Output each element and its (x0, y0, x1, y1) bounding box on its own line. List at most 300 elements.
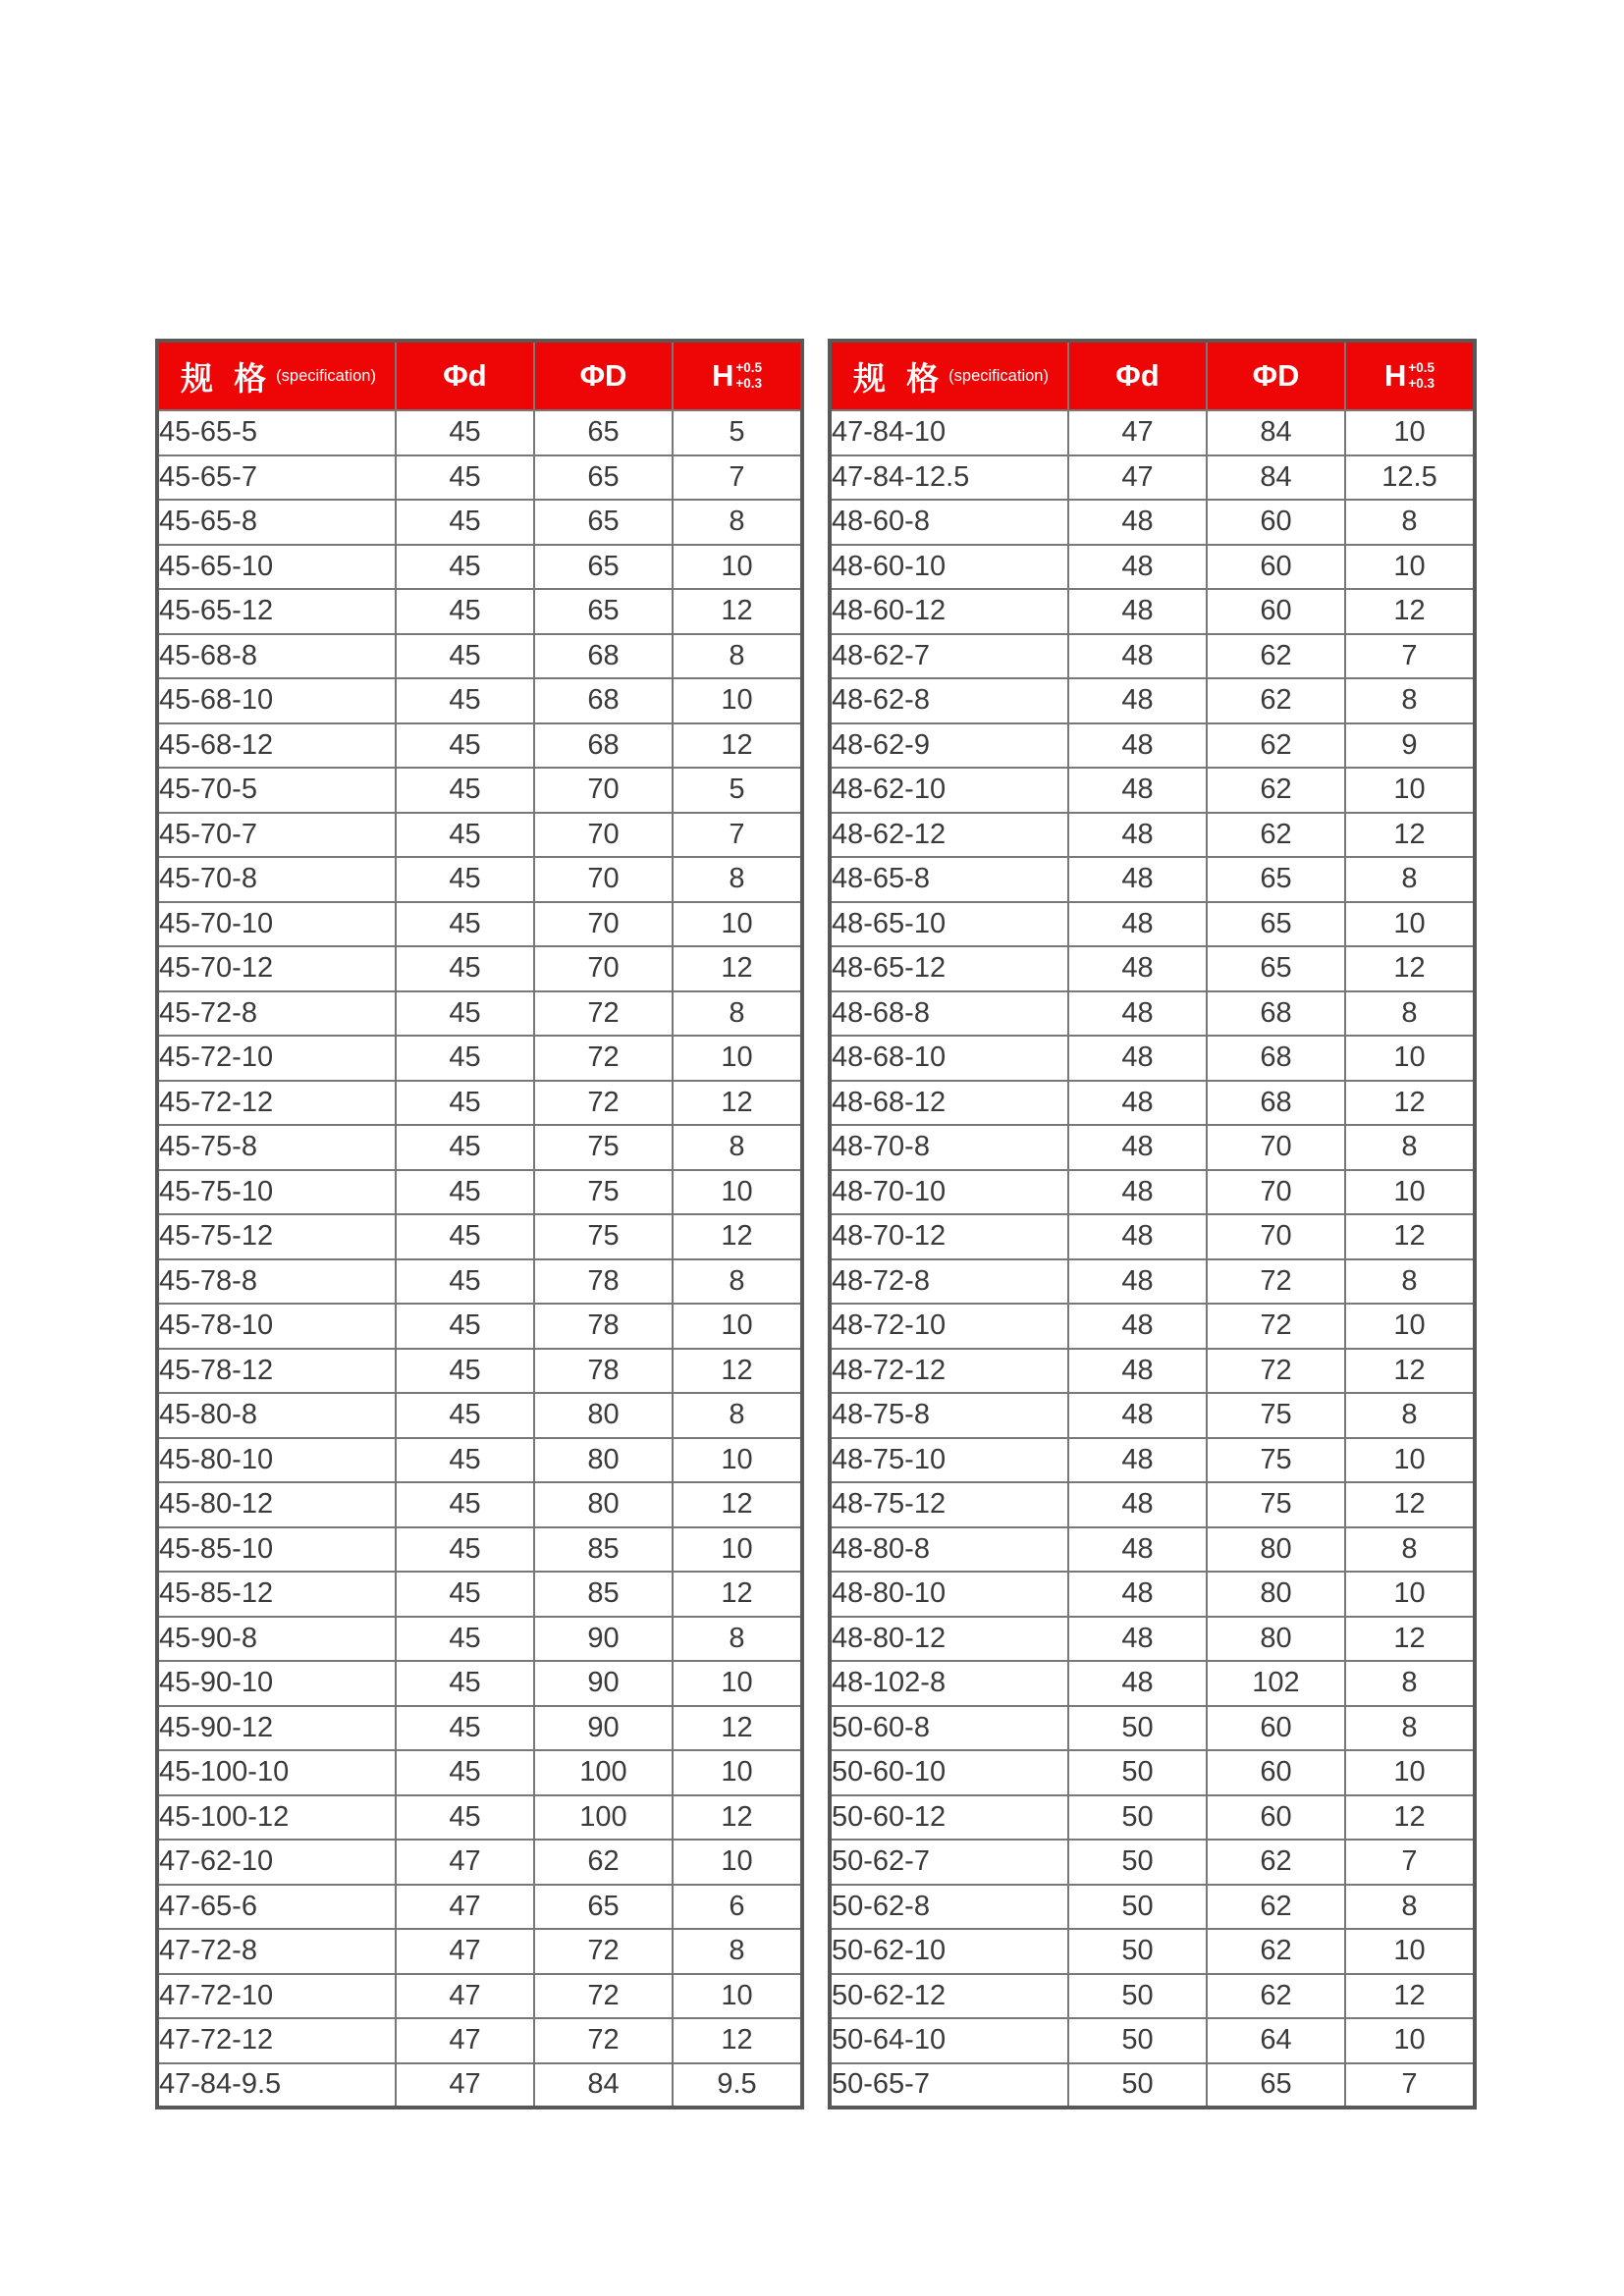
phi-D-cell: 62 (1207, 1840, 1345, 1885)
h-cell: 8 (1345, 500, 1475, 545)
spec-cell: 45-85-12 (157, 1572, 396, 1617)
phi-d-cell: 48 (1068, 589, 1207, 634)
table-row (157, 768, 802, 813)
h-cell: 8 (1345, 991, 1475, 1037)
phi-d-cell: 45 (396, 1482, 534, 1527)
phi-d-cell: 45 (396, 1617, 534, 1662)
phi-D-cell: 68 (1207, 1081, 1345, 1126)
h-cell: 10 (1345, 410, 1475, 455)
h-cell: 8 (1345, 678, 1475, 723)
table-row (157, 1885, 802, 1930)
h-cell: 12 (1345, 946, 1475, 991)
phi-d-cell: 48 (1068, 991, 1207, 1037)
table-row (157, 1438, 802, 1483)
phi-d-cell: 45 (396, 723, 534, 769)
table-row (157, 678, 802, 723)
phi-D-cell: 84 (1207, 410, 1345, 455)
table-row (157, 455, 802, 501)
spec-cell: 48-60-10 (830, 545, 1068, 590)
spec-cell: 50-60-8 (830, 1706, 1068, 1751)
table-row (157, 500, 802, 545)
table-row (157, 991, 802, 1037)
table-row (157, 1259, 802, 1305)
h-cell: 10 (673, 1974, 802, 2019)
h-cell: 12 (673, 1795, 802, 1841)
table-row (830, 1885, 1475, 1930)
h-cell: 7 (1345, 1840, 1475, 1885)
phi-D-cell: 72 (1207, 1349, 1345, 1394)
spec-cell: 45-68-8 (157, 634, 396, 679)
phi-d-cell: 48 (1068, 1259, 1207, 1305)
table-row (830, 1661, 1475, 1706)
phi-D-cell: 64 (1207, 2018, 1345, 2063)
spec-cell: 48-62-9 (830, 723, 1068, 769)
phi-D-cell: 62 (1207, 1929, 1345, 1974)
phi-d-cell: 45 (396, 589, 534, 634)
table-row (830, 857, 1475, 902)
phi-D-cell: 62 (1207, 678, 1345, 723)
phi-d-cell: 48 (1068, 1661, 1207, 1706)
h-cell: 12 (1345, 1081, 1475, 1126)
spec-cell: 45-75-12 (157, 1214, 396, 1259)
spec-cell: 48-72-8 (830, 1259, 1068, 1305)
table-row (830, 455, 1475, 501)
phi-D-cell: 80 (1207, 1527, 1345, 1573)
phi-D-cell: 72 (534, 1929, 673, 1974)
phi-d-cell: 45 (396, 1259, 534, 1305)
table-row (157, 857, 802, 902)
phi-D-cell: 70 (534, 857, 673, 902)
spec-tables (155, 339, 1477, 2109)
phi-d-cell: 48 (1068, 768, 1207, 813)
phi-D-cell: 72 (1207, 1259, 1345, 1305)
h-cell: 8 (1345, 1661, 1475, 1706)
h-tolerance-lower: +0.3 (735, 376, 763, 391)
phi-D-cell: 102 (1207, 1661, 1345, 1706)
spec-cell: 45-72-12 (157, 1081, 396, 1126)
table-row (830, 1259, 1475, 1305)
table-row (830, 1617, 1475, 1662)
spec-cell: 48-68-10 (830, 1036, 1068, 1081)
spec-cell: 45-75-10 (157, 1170, 396, 1215)
spec-cell: 50-60-10 (830, 1750, 1068, 1795)
table-row (830, 1840, 1475, 1885)
phi-d-cell: 48 (1068, 813, 1207, 858)
table-row (157, 1349, 802, 1394)
spec-cell: 45-70-5 (157, 768, 396, 813)
h-cell: 6 (673, 1885, 802, 1930)
phi-D-cell: 70 (534, 813, 673, 858)
phi-d-cell: 48 (1068, 723, 1207, 769)
table-row (157, 589, 802, 634)
h-cell: 7 (673, 813, 802, 858)
phi-d-cell: 45 (396, 1125, 534, 1170)
phi-D-cell: 75 (1207, 1393, 1345, 1438)
phi-d-cell: 45 (396, 1393, 534, 1438)
phi-d-cell: 45 (396, 500, 534, 545)
table-row (157, 1081, 802, 1126)
spec-cell: 45-80-8 (157, 1393, 396, 1438)
h-cell: 7 (1345, 634, 1475, 679)
phi-d-header-cell: Φd (1068, 341, 1207, 410)
spec-header-en: (specification) (276, 366, 376, 385)
phi-d-cell: 48 (1068, 1438, 1207, 1483)
spec-cell: 48-65-12 (830, 946, 1068, 991)
table-row (157, 1393, 802, 1438)
table-row (830, 1482, 1475, 1527)
phi-d-cell: 48 (1068, 857, 1207, 902)
phi-D-cell: 65 (1207, 2063, 1345, 2109)
spec-cell: 45-100-10 (157, 1750, 396, 1795)
phi-D-cell: 62 (1207, 768, 1345, 813)
h-cell: 7 (673, 455, 802, 501)
spec-cell: 45-72-10 (157, 1036, 396, 1081)
h-cell: 10 (673, 1304, 802, 1349)
h-cell: 8 (1345, 857, 1475, 902)
phi-d-cell: 47 (396, 2018, 534, 2063)
h-cell: 12 (1345, 1795, 1475, 1841)
h-cell: 10 (1345, 545, 1475, 590)
h-cell: 10 (673, 1840, 802, 1885)
header-row (157, 341, 802, 410)
phi-D-header-cell: ΦD (534, 341, 673, 410)
phi-D-cell: 65 (534, 500, 673, 545)
table-row (830, 1706, 1475, 1751)
table-row (157, 1304, 802, 1349)
spec-cell: 48-102-8 (830, 1661, 1068, 1706)
phi-D-cell: 72 (534, 1974, 673, 2019)
table-row (830, 902, 1475, 947)
phi-D-cell: 80 (534, 1393, 673, 1438)
phi-D-cell: 70 (1207, 1125, 1345, 1170)
phi-D-header-cell: ΦD (1207, 341, 1345, 410)
phi-d-cell: 48 (1068, 1125, 1207, 1170)
table-row (830, 545, 1475, 590)
table-row (157, 1617, 802, 1662)
phi-d-cell: 50 (1068, 1974, 1207, 2019)
phi-d-cell: 50 (1068, 1929, 1207, 1974)
h-cell: 10 (1345, 1438, 1475, 1483)
spec-cell: 48-80-12 (830, 1617, 1068, 1662)
h-cell: 8 (673, 634, 802, 679)
phi-d-cell: 48 (1068, 902, 1207, 947)
phi-D-cell: 90 (534, 1706, 673, 1751)
phi-d-cell: 48 (1068, 1393, 1207, 1438)
phi-d-cell: 45 (396, 1438, 534, 1483)
spec-cell: 45-75-8 (157, 1125, 396, 1170)
h-cell: 10 (673, 678, 802, 723)
phi-D-cell: 80 (534, 1438, 673, 1483)
phi-D-cell: 85 (534, 1527, 673, 1573)
spec-cell: 50-62-8 (830, 1885, 1068, 1930)
phi-d-cell: 48 (1068, 946, 1207, 991)
phi-d-cell: 47 (396, 1885, 534, 1930)
spec-cell: 48-70-10 (830, 1170, 1068, 1215)
spec-cell: 45-70-12 (157, 946, 396, 991)
phi-d-cell: 45 (396, 455, 534, 501)
phi-D-cell: 75 (534, 1125, 673, 1170)
table-row (830, 1393, 1475, 1438)
h-cell: 12 (1345, 1482, 1475, 1527)
table-row (157, 2018, 802, 2063)
phi-D-cell: 72 (534, 991, 673, 1037)
phi-d-cell: 48 (1068, 1304, 1207, 1349)
spec-cell: 45-80-10 (157, 1438, 396, 1483)
phi-D-cell: 90 (534, 1617, 673, 1662)
phi-D-cell: 65 (534, 545, 673, 590)
phi-d-cell: 45 (396, 1706, 534, 1751)
h-cell: 10 (1345, 1750, 1475, 1795)
spec-cell: 47-72-12 (157, 2018, 396, 2063)
phi-d-cell: 45 (396, 1036, 534, 1081)
spec-cell: 45-70-8 (157, 857, 396, 902)
spec-header-cell (157, 341, 396, 410)
table-row (157, 1661, 802, 1706)
phi-d-cell: 50 (1068, 1795, 1207, 1841)
h-cell: 12 (673, 1482, 802, 1527)
table-row (830, 1572, 1475, 1617)
phi-D-cell: 62 (1207, 723, 1345, 769)
h-cell: 10 (1345, 1036, 1475, 1081)
phi-D-cell: 62 (1207, 1885, 1345, 1930)
spec-cell: 48-75-12 (830, 1482, 1068, 1527)
spec-cell: 45-68-10 (157, 678, 396, 723)
phi-d-cell: 47 (1068, 455, 1207, 501)
table-row (157, 902, 802, 947)
spec-cell: 45-65-12 (157, 589, 396, 634)
phi-D-cell: 65 (534, 1885, 673, 1930)
h-cell: 12 (1345, 1617, 1475, 1662)
phi-d-cell: 47 (396, 1929, 534, 1974)
phi-d-cell: 45 (396, 1661, 534, 1706)
spec-cell: 48-62-8 (830, 678, 1068, 723)
phi-d-header-cell: Φd (396, 341, 534, 410)
table-row (830, 991, 1475, 1037)
spec-cell: 45-70-7 (157, 813, 396, 858)
spec-cell: 47-84-10 (830, 410, 1068, 455)
h-cell: 9 (1345, 723, 1475, 769)
spec-cell: 50-62-7 (830, 1840, 1068, 1885)
table-row (830, 1527, 1475, 1573)
phi-d-cell: 45 (396, 410, 534, 455)
phi-d-cell: 45 (396, 902, 534, 947)
spec-cell: 50-60-12 (830, 1795, 1068, 1841)
h-cell: 12 (1345, 589, 1475, 634)
spec-cell: 48-62-7 (830, 634, 1068, 679)
table-row (157, 634, 802, 679)
phi-d-cell: 48 (1068, 545, 1207, 590)
phi-d-cell: 48 (1068, 1527, 1207, 1573)
table-row (830, 723, 1475, 769)
phi-D-cell: 68 (534, 678, 673, 723)
h-cell: 5 (673, 410, 802, 455)
h-cell: 10 (1345, 902, 1475, 947)
phi-d-cell: 45 (396, 1750, 534, 1795)
h-cell: 8 (1345, 1259, 1475, 1305)
phi-D-cell: 65 (1207, 946, 1345, 991)
spec-cell: 50-62-10 (830, 1929, 1068, 1974)
table-row (157, 1974, 802, 2019)
phi-d-cell: 45 (396, 1349, 534, 1394)
phi-D-cell: 80 (1207, 1617, 1345, 1662)
spec-cell: 48-75-8 (830, 1393, 1068, 1438)
phi-D-cell: 100 (534, 1795, 673, 1841)
spec-cell: 45-90-8 (157, 1617, 396, 1662)
phi-d-cell: 45 (396, 1170, 534, 1215)
spec-cell: 48-68-12 (830, 1081, 1068, 1126)
phi-D-cell: 60 (1207, 589, 1345, 634)
h-cell: 12 (1345, 1349, 1475, 1394)
phi-D-cell: 72 (534, 1036, 673, 1081)
phi-d-cell: 48 (1068, 1482, 1207, 1527)
h-cell: 10 (1345, 1304, 1475, 1349)
header-row (830, 341, 1475, 410)
spec-cell: 48-60-12 (830, 589, 1068, 634)
h-cell: 12 (1345, 813, 1475, 858)
phi-d-cell: 45 (396, 1081, 534, 1126)
phi-d-cell: 48 (1068, 1349, 1207, 1394)
h-cell: 10 (673, 1661, 802, 1706)
table-row (830, 1081, 1475, 1126)
h-cell: 10 (673, 1438, 802, 1483)
phi-d-cell: 48 (1068, 1572, 1207, 1617)
phi-D-cell: 62 (1207, 813, 1345, 858)
h-cell: 9.5 (673, 2063, 802, 2109)
phi-d-cell: 45 (396, 946, 534, 991)
spec-header-cell (830, 341, 1068, 410)
table-row (830, 768, 1475, 813)
h-cell: 12 (673, 1349, 802, 1394)
table-row (157, 813, 802, 858)
table-row (830, 813, 1475, 858)
table-body-left (157, 410, 802, 2108)
h-cell: 10 (1345, 2018, 1475, 2063)
phi-D-cell: 84 (534, 2063, 673, 2109)
h-cell: 10 (1345, 1170, 1475, 1215)
table-row (157, 2063, 802, 2109)
phi-D-cell: 68 (534, 723, 673, 769)
phi-D-cell: 80 (1207, 1572, 1345, 1617)
spec-cell: 48-72-10 (830, 1304, 1068, 1349)
spec-cell: 45-100-12 (157, 1795, 396, 1841)
table-row (157, 1482, 802, 1527)
spec-header-cn: 规 格 (181, 359, 273, 397)
table-row (157, 1929, 802, 1974)
phi-d-cell: 47 (396, 1974, 534, 2019)
h-cell: 12 (673, 1214, 802, 1259)
table-row (830, 946, 1475, 991)
phi-d-cell: 47 (396, 1840, 534, 1885)
phi-d-cell: 45 (396, 1795, 534, 1841)
table-row (830, 1929, 1475, 1974)
h-cell: 10 (1345, 1572, 1475, 1617)
h-cell: 10 (673, 1170, 802, 1215)
table-row (157, 723, 802, 769)
h-cell: 8 (673, 1125, 802, 1170)
spec-cell: 45-90-10 (157, 1661, 396, 1706)
h-header-cell: H +0.5 +0.3 (1345, 341, 1475, 410)
spec-cell: 48-80-10 (830, 1572, 1068, 1617)
spec-cell: 45-68-12 (157, 723, 396, 769)
table-body-right (830, 410, 1475, 2108)
phi-D-cell: 65 (1207, 902, 1345, 947)
table-row (830, 1974, 1475, 2019)
phi-D-cell: 65 (534, 589, 673, 634)
phi-d-cell: 45 (396, 857, 534, 902)
phi-D-cell: 78 (534, 1349, 673, 1394)
h-cell: 10 (1345, 768, 1475, 813)
h-cell: 12 (673, 2018, 802, 2063)
h-cell: 10 (673, 545, 802, 590)
spec-cell: 47-65-6 (157, 1885, 396, 1930)
h-cell: 12 (673, 589, 802, 634)
spec-cell: 45-78-8 (157, 1259, 396, 1305)
spec-cell: 45-78-12 (157, 1349, 396, 1394)
phi-d-cell: 45 (396, 768, 534, 813)
phi-d-cell: 48 (1068, 1617, 1207, 1662)
phi-d-cell: 48 (1068, 1214, 1207, 1259)
spec-cell: 50-65-7 (830, 2063, 1068, 2109)
table-row (157, 1214, 802, 1259)
spec-cell: 45-65-5 (157, 410, 396, 455)
h-cell: 12 (1345, 1214, 1475, 1259)
phi-d-cell: 47 (396, 2063, 534, 2109)
table-row (157, 1036, 802, 1081)
phi-d-cell: 45 (396, 1214, 534, 1259)
phi-d-cell: 48 (1068, 1036, 1207, 1081)
table-row (157, 1125, 802, 1170)
spec-cell: 48-62-12 (830, 813, 1068, 858)
h-cell: 7 (1345, 2063, 1475, 2109)
phi-D-cell: 78 (534, 1259, 673, 1305)
phi-D-cell: 70 (534, 768, 673, 813)
h-cell: 10 (1345, 1929, 1475, 1974)
phi-d-cell: 45 (396, 1527, 534, 1573)
h-cell: 12 (673, 1572, 802, 1617)
spec-cell: 48-65-10 (830, 902, 1068, 947)
phi-d-cell: 45 (396, 678, 534, 723)
h-cell: 12 (1345, 1974, 1475, 2019)
phi-D-cell: 62 (1207, 634, 1345, 679)
spec-header-cn: 规 格 (853, 359, 946, 397)
phi-d-cell: 47 (1068, 410, 1207, 455)
table-row (830, 1170, 1475, 1215)
phi-d-cell: 50 (1068, 1750, 1207, 1795)
h-cell: 8 (1345, 1706, 1475, 1751)
phi-D-cell: 65 (534, 410, 673, 455)
table-row (157, 1840, 802, 1885)
h-cell: 8 (673, 857, 802, 902)
phi-D-cell: 60 (1207, 1706, 1345, 1751)
h-cell: 5 (673, 768, 802, 813)
spec-cell: 45-90-12 (157, 1706, 396, 1751)
spec-cell: 47-72-10 (157, 1974, 396, 2019)
h-cell: 12 (673, 1081, 802, 1126)
spec-cell: 47-72-8 (157, 1929, 396, 1974)
phi-D-cell: 85 (534, 1572, 673, 1617)
spec-cell: 45-70-10 (157, 902, 396, 947)
table-row (157, 545, 802, 590)
phi-d-cell: 50 (1068, 2018, 1207, 2063)
phi-d-cell: 50 (1068, 1706, 1207, 1751)
table-row (157, 1572, 802, 1617)
table-row (830, 1438, 1475, 1483)
spec-cell: 48-62-10 (830, 768, 1068, 813)
spec-cell: 47-84-9.5 (157, 2063, 396, 2109)
spec-table-left (155, 339, 804, 2109)
spec-cell: 45-85-10 (157, 1527, 396, 1573)
table-row (157, 1795, 802, 1841)
